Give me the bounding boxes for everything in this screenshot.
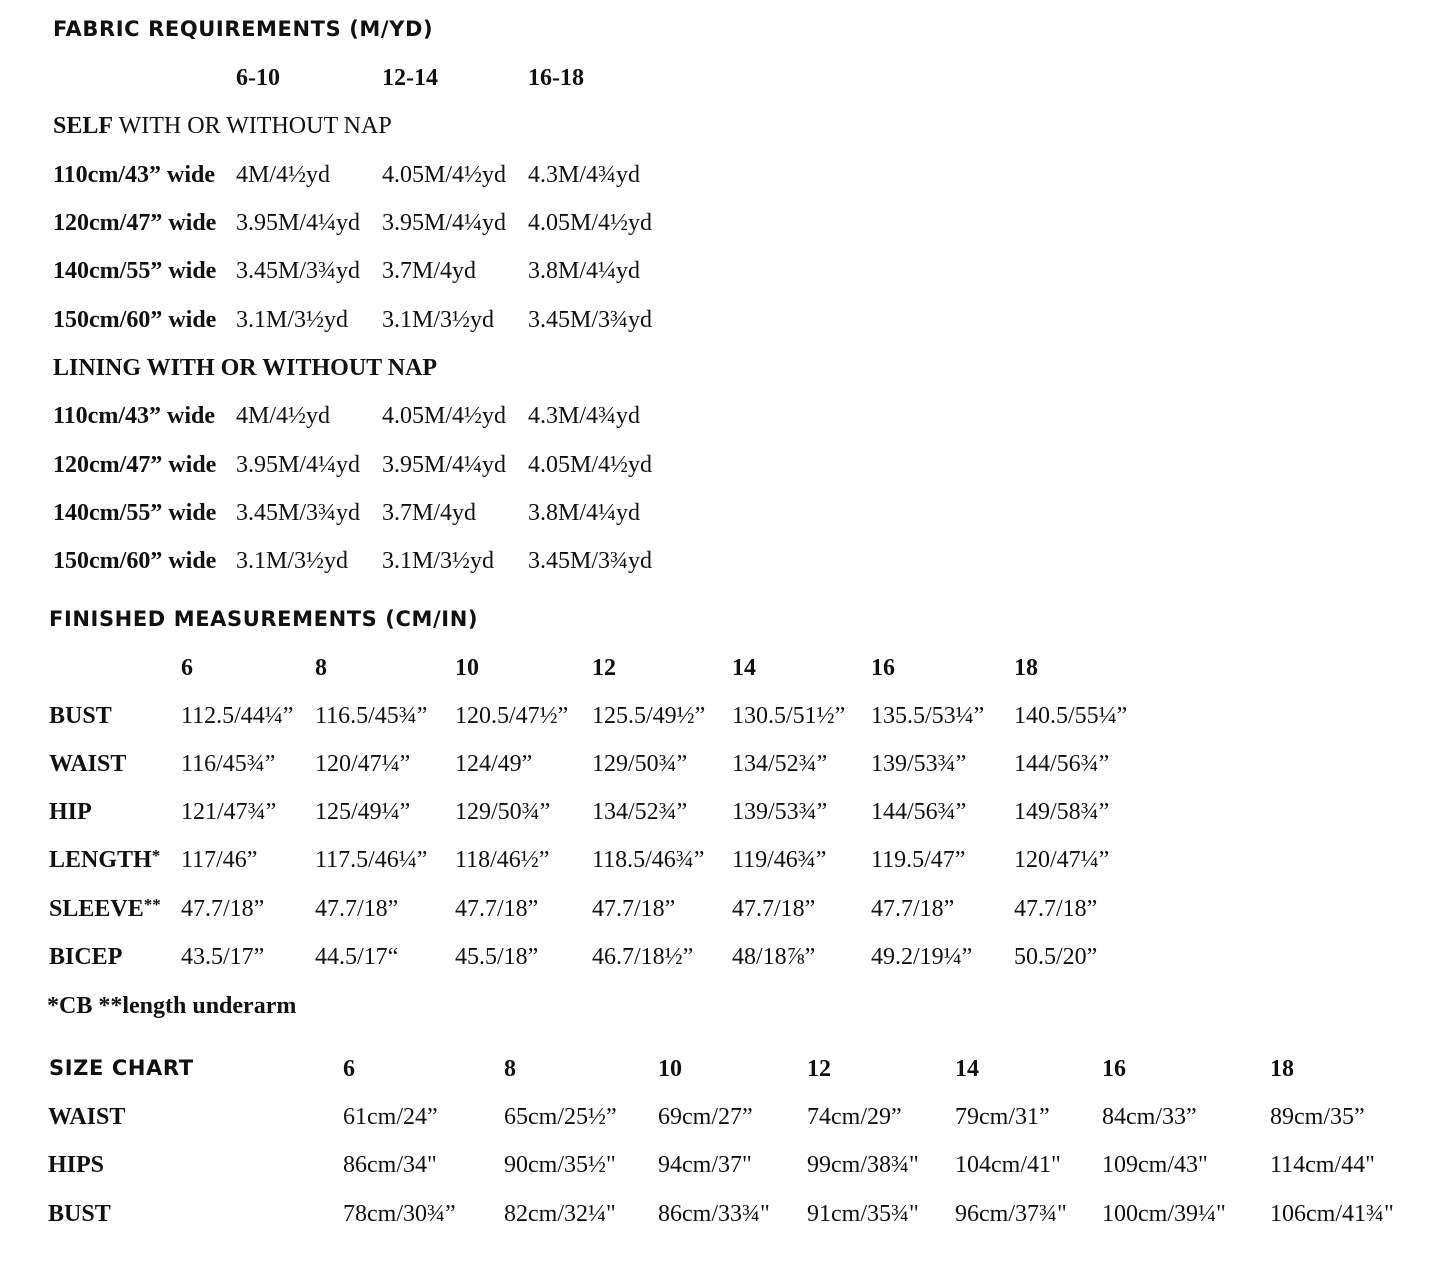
- size-chart-value: 65cm/25½”: [504, 1104, 617, 1130]
- finished-size-header: 6: [181, 655, 193, 681]
- fabric-value: 3.8M/4¼yd: [528, 258, 641, 284]
- size-chart-header-row: [0, 1054, 1445, 1084]
- fabric-width-label: 120cm/47” wide: [53, 452, 217, 478]
- finished-value: 48/18⅞”: [732, 944, 816, 970]
- fabric-value: 3.7M/4yd: [382, 258, 477, 284]
- finished-value: 139/53¾”: [871, 751, 967, 777]
- size-chart-size-header: 14: [955, 1056, 979, 1082]
- fabric-row: [0, 256, 1445, 286]
- fabric-width-label: 150cm/60” wide: [53, 307, 217, 333]
- finished-row: [0, 894, 1445, 924]
- finished-value: 140.5/55¼”: [1014, 703, 1128, 729]
- self-heading-rest: WITH OR WITHOUT NAP: [113, 113, 392, 139]
- size-chart-value: 61cm/24”: [343, 1104, 438, 1130]
- finished-value: 47.7/18”: [455, 896, 539, 922]
- finished-value: 149/58¾”: [1014, 799, 1110, 825]
- finished-value: 117/46”: [181, 847, 258, 873]
- finished-value: 116/45¾”: [181, 751, 276, 777]
- fabric-row: [0, 450, 1445, 480]
- finished-row: [0, 701, 1445, 731]
- fabric-width-label: 140cm/55” wide: [53, 500, 217, 526]
- size-chart-size-header: 10: [658, 1056, 682, 1082]
- finished-value: 47.7/18”: [592, 896, 676, 922]
- finished-value: 120/47¼”: [1014, 847, 1110, 873]
- finished-value: 118/46½”: [455, 847, 550, 873]
- size-chart-label: WAIST: [48, 1104, 126, 1130]
- finished-value: 117.5/46¼”: [315, 847, 428, 873]
- fabric-width-label: 140cm/55” wide: [53, 258, 217, 284]
- finished-value: 45.5/18”: [455, 944, 539, 970]
- fabric-value: 4.05M/4½yd: [382, 403, 507, 429]
- finished-value: 134/52¾”: [592, 799, 688, 825]
- self-heading: [0, 111, 1445, 141]
- fabric-value: 3.7M/4yd: [382, 500, 477, 526]
- fabric-value: 4.3M/4¾yd: [528, 403, 641, 429]
- finished-measurements-title: FINISHED MEASUREMENTS (CM/IN): [49, 607, 479, 631]
- finished-value: 47.7/18”: [871, 896, 955, 922]
- fabric-width-label: 120cm/47” wide: [53, 210, 217, 236]
- footnote-mark: **: [143, 895, 161, 914]
- fabric-value: 3.45M/3¾yd: [236, 500, 361, 526]
- size-chart-value: 78cm/30¾”: [343, 1201, 456, 1227]
- finished-value: 121/47¾”: [181, 799, 277, 825]
- fabric-row: [0, 305, 1445, 335]
- finished-value: 49.2/19¼”: [871, 944, 973, 970]
- size-chart-value: 86cm/33¾": [658, 1201, 770, 1227]
- finished-size-header: 16: [871, 655, 895, 681]
- finished-value: 50.5/20”: [1014, 944, 1098, 970]
- size-chart-value: 90cm/35½": [504, 1152, 616, 1178]
- finished-value: 144/56¾”: [871, 799, 967, 825]
- fabric-row: [0, 401, 1445, 431]
- finished-footnote-row: [0, 991, 1445, 1021]
- fabric-size-header-row: [0, 63, 1445, 93]
- finished-label: WAIST: [49, 751, 127, 777]
- finished-size-header: 10: [455, 655, 479, 681]
- finished-value: 120.5/47½”: [455, 703, 569, 729]
- fabric-size-header: 6-10: [236, 65, 280, 91]
- finished-value: 125.5/49½”: [592, 703, 706, 729]
- finished-label: SLEEVE**: [49, 895, 161, 922]
- finished-label: BUST: [49, 703, 112, 729]
- finished-value: 44.5/17“: [315, 944, 399, 970]
- finished-value: 134/52¾”: [732, 751, 828, 777]
- size-chart-value: 79cm/31”: [955, 1104, 1050, 1130]
- finished-value: 139/53¾”: [732, 799, 828, 825]
- finished-size-header: 12: [592, 655, 616, 681]
- finished-value: 130.5/51½”: [732, 703, 846, 729]
- size-chart-value: 104cm/41": [955, 1152, 1061, 1178]
- finished-value: 120/47¼”: [315, 751, 411, 777]
- size-chart-value: 100cm/39¼": [1102, 1201, 1226, 1227]
- fabric-value: 4M/4½yd: [236, 162, 331, 188]
- size-chart-label: BUST: [48, 1201, 111, 1227]
- finished-value: 125/49¼”: [315, 799, 411, 825]
- fabric-value: 3.1M/3½yd: [236, 548, 349, 574]
- size-chart-size-header: 12: [807, 1056, 831, 1082]
- size-chart-value: 84cm/33”: [1102, 1104, 1197, 1130]
- footnote-mark: *: [151, 846, 161, 865]
- self-heading-bold: SELF: [53, 113, 114, 139]
- size-chart-value: 114cm/44": [1270, 1152, 1375, 1178]
- fabric-width-label: 110cm/43” wide: [53, 162, 215, 188]
- finished-size-header: 8: [315, 655, 327, 681]
- size-chart-row: [0, 1199, 1445, 1229]
- finished-size-header: 14: [732, 655, 756, 681]
- size-chart-value: 69cm/27”: [658, 1104, 753, 1130]
- finished-value: 129/50¾”: [592, 751, 688, 777]
- finished-value: 135.5/53¼”: [871, 703, 985, 729]
- size-chart-size-header: 6: [343, 1056, 355, 1082]
- fabric-value: 3.95M/4¼yd: [382, 452, 507, 478]
- fabric-row: [0, 160, 1445, 190]
- finished-size-header-row: [0, 653, 1445, 683]
- fabric-value: 3.45M/3¾yd: [236, 258, 361, 284]
- fabric-row: [0, 546, 1445, 576]
- finished-size-header: 18: [1014, 655, 1038, 681]
- finished-value: 116.5/45¾”: [315, 703, 428, 729]
- fabric-value: 3.1M/3½yd: [236, 307, 349, 333]
- finished-value: 46.7/18½”: [592, 944, 694, 970]
- size-chart-value: 91cm/35¾": [807, 1201, 919, 1227]
- fabric-size-header: 16-18: [528, 65, 584, 91]
- size-chart-size-header: 18: [1270, 1056, 1294, 1082]
- fabric-value: 3.1M/3½yd: [382, 307, 495, 333]
- finished-value: 129/50¾”: [455, 799, 551, 825]
- fabric-value: 3.95M/4¼yd: [236, 452, 361, 478]
- fabric-value: 3.45M/3¾yd: [528, 307, 653, 333]
- fabric-value: 4.3M/4¾yd: [528, 162, 641, 188]
- finished-value: 47.7/18”: [315, 896, 399, 922]
- finished-value: 47.7/18”: [1014, 896, 1098, 922]
- size-chart-title: SIZE CHART: [49, 1056, 194, 1080]
- finished-label: HIP: [49, 799, 92, 825]
- size-chart-value: 94cm/37": [658, 1152, 752, 1178]
- fabric-row: [0, 498, 1445, 528]
- fabric-value: 4.05M/4½yd: [382, 162, 507, 188]
- size-chart-value: 82cm/32¼": [504, 1201, 616, 1227]
- fabric-value: 4.05M/4½yd: [528, 452, 653, 478]
- size-chart-size-header: 16: [1102, 1056, 1126, 1082]
- fabric-width-label: 150cm/60” wide: [53, 548, 217, 574]
- size-chart-value: 99cm/38¾": [807, 1152, 919, 1178]
- fabric-value: 4M/4½yd: [236, 403, 331, 429]
- finished-row: [0, 749, 1445, 779]
- fabric-value: 3.45M/3¾yd: [528, 548, 653, 574]
- finished-value: 119.5/47”: [871, 847, 966, 873]
- fabric-value: 3.95M/4¼yd: [236, 210, 361, 236]
- fabric-value: 3.95M/4¼yd: [382, 210, 507, 236]
- finished-value: 144/56¾”: [1014, 751, 1110, 777]
- finished-label: BICEP: [49, 944, 123, 970]
- finished-footnote: *CB **length underarm: [47, 993, 297, 1019]
- size-chart-label: HIPS: [48, 1152, 105, 1178]
- finished-value: 47.7/18”: [732, 896, 816, 922]
- finished-value: 118.5/46¾”: [592, 847, 705, 873]
- fabric-width-label: 110cm/43” wide: [53, 403, 215, 429]
- finished-row: [0, 942, 1445, 972]
- size-chart-row: [0, 1150, 1445, 1180]
- fabric-value: 3.8M/4¼yd: [528, 500, 641, 526]
- fabric-size-header: 12-14: [382, 65, 438, 91]
- lining-heading-row: [0, 353, 1445, 383]
- finished-value: 124/49”: [455, 751, 533, 777]
- size-chart-row: [0, 1102, 1445, 1132]
- finished-value: 119/46¾”: [732, 847, 827, 873]
- fabric-value: 4.05M/4½yd: [528, 210, 653, 236]
- finished-value: 43.5/17”: [181, 944, 265, 970]
- size-chart-value: 96cm/37¾": [955, 1201, 1067, 1227]
- size-chart-value: 109cm/43": [1102, 1152, 1208, 1178]
- size-chart-value: 74cm/29”: [807, 1104, 902, 1130]
- fabric-requirements-title: FABRIC REQUIREMENTS (M/YD): [53, 17, 434, 41]
- size-chart-value: 86cm/34": [343, 1152, 437, 1178]
- finished-label: LENGTH*: [49, 846, 161, 873]
- finished-row: [0, 797, 1445, 827]
- size-chart-size-header: 8: [504, 1056, 516, 1082]
- fabric-value: 3.1M/3½yd: [382, 548, 495, 574]
- fabric-row: [0, 208, 1445, 238]
- finished-value: 112.5/44¼”: [181, 703, 294, 729]
- lining-heading: LINING WITH OR WITHOUT NAP: [53, 355, 438, 381]
- finished-row: [0, 845, 1445, 875]
- size-chart-value: 89cm/35”: [1270, 1104, 1365, 1130]
- finished-value: 47.7/18”: [181, 896, 265, 922]
- size-chart-value: 106cm/41¾": [1270, 1201, 1394, 1227]
